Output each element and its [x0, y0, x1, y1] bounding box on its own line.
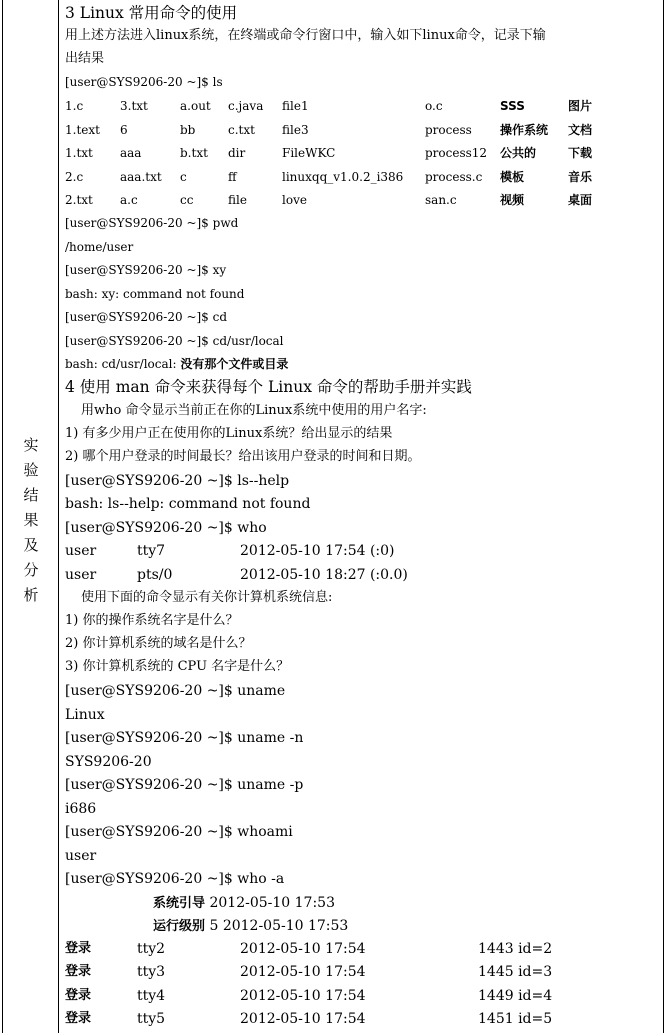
who-intro: 用who 命令显示当前正在你的Linux系统中使用的用户名字:	[81, 403, 427, 418]
ls-entry: dir	[228, 146, 246, 160]
who-entry: 2012-05-10 18:27 (:0.0)	[240, 567, 408, 583]
output-uname: Linux	[65, 707, 105, 723]
ls-entry: 公共的	[500, 146, 537, 160]
output-help: bash: ls--help: command not found	[65, 496, 311, 512]
ls-entry: FileWKC	[282, 146, 336, 160]
ls-entry: aaa.txt	[120, 170, 162, 184]
login-entry: 2012-05-10 17:54	[240, 988, 366, 1004]
ls-entry: 模板	[500, 170, 525, 184]
prompt-cd: [user@SYS9206-20 ~]$ cd	[65, 310, 228, 324]
ls-entry: 文档	[568, 123, 593, 137]
sys-intro: 使用下面的命令显示有关你计算机系统信息:	[81, 590, 333, 605]
side-char: 实	[23, 436, 39, 454]
ls-entry: 1.c	[65, 99, 84, 113]
runlevel-line	[153, 916, 348, 937]
login-entry: tty5	[137, 1011, 166, 1027]
section3-intro: 出结果	[65, 51, 105, 66]
section4-heading: 4 使用 man 命令来获得每个 Linux 命令的帮助手册并实践	[65, 378, 472, 396]
who-entry: 2012-05-10 17:54 (:0)	[240, 543, 395, 559]
ls-entry: 2.c	[65, 170, 84, 184]
boot-label: 系统引导	[153, 896, 206, 911]
side-char: 分	[23, 561, 39, 579]
section3-heading: 3 Linux 常用命令的使用	[65, 4, 238, 22]
prompt-whoami: [user@SYS9206-20 ~]$ whoami	[65, 824, 293, 840]
ls-entry: ff	[228, 170, 237, 184]
ls-entry: 6	[120, 123, 128, 137]
ls-entry: 1.text	[65, 123, 100, 137]
side-char: 果	[23, 511, 39, 529]
login-entry: 1443 id=2	[478, 941, 553, 957]
output-uname-p: i686	[65, 801, 97, 817]
output-cd2	[65, 354, 288, 374]
prompt-who-a: [user@SYS9206-20 ~]$ who -a	[65, 871, 285, 887]
prompt-uname: [user@SYS9206-20 ~]$ uname	[65, 683, 286, 699]
output-cd2-message: 没有那个文件或目录	[180, 357, 289, 371]
output-uname-n: SYS9206-20	[65, 754, 152, 770]
prompt-cd2: [user@SYS9206-20 ~]$ cd/usr/local	[65, 334, 284, 348]
sys-question-3: 3) 你计算机系统的 CPU 名字是什么？	[65, 659, 290, 674]
login-entry: 1451 id=5	[478, 1011, 553, 1027]
who-entry: pts/0	[137, 567, 173, 583]
side-char: 验	[23, 461, 39, 479]
login-entry: 登录	[65, 988, 92, 1003]
prompt-who: [user@SYS9206-20 ~]$ who	[65, 520, 267, 536]
login-entry: 1445 id=3	[478, 964, 553, 980]
ls-entry: 3.txt	[120, 99, 148, 113]
ls-entry: file1	[282, 99, 309, 113]
ls-entry: b.txt	[180, 146, 208, 160]
ls-entry: 1.txt	[65, 146, 93, 160]
boot-time: 2012-05-10 17:53	[209, 895, 335, 911]
login-entry: 1449 id=4	[478, 988, 553, 1004]
ls-entry: cc	[180, 193, 194, 207]
ls-entry: 操作系统	[500, 123, 549, 137]
ls-entry: file	[228, 193, 247, 207]
prompt-pwd: [user@SYS9206-20 ~]$ pwd	[65, 216, 239, 230]
ls-entry: o.c	[425, 99, 443, 113]
sys-question-1: 1) 你的操作系统名字是什么？	[65, 613, 239, 628]
output-cd2-prefix: bash: cd/usr/local:	[65, 357, 181, 371]
ls-entry: 视频	[500, 193, 525, 207]
boot-line	[153, 893, 335, 914]
prompt-xy: [user@SYS9206-20 ~]$ xy	[65, 263, 227, 277]
ls-entry: aaa	[120, 146, 142, 160]
ls-entry: bb	[180, 123, 196, 137]
login-entry: 登录	[65, 941, 92, 956]
prompt-help: [user@SYS9206-20 ~]$ ls--help	[65, 473, 290, 489]
side-char: 结	[23, 486, 39, 504]
column-divider	[58, 0, 59, 1033]
login-entry: 登录	[65, 964, 92, 979]
ls-entry: san.c	[425, 193, 457, 207]
prompt-uname-n: [user@SYS9206-20 ~]$ uname -n	[65, 730, 304, 746]
ls-entry: a.out	[180, 99, 211, 113]
ls-entry: process	[425, 123, 472, 137]
who-entry: user	[65, 543, 97, 559]
side-char: 析	[23, 586, 39, 604]
side-char: 及	[23, 536, 39, 554]
ls-entry: 2.txt	[65, 193, 93, 207]
output-whoami: user	[65, 848, 97, 864]
prompt-uname-p: [user@SYS9206-20 ~]$ uname -p	[65, 777, 304, 793]
login-entry: 2012-05-10 17:54	[240, 1011, 366, 1027]
ls-entry: 桌面	[568, 193, 593, 207]
runlevel-label: 运行级别	[153, 919, 206, 934]
ls-entry: c.txt	[228, 123, 255, 137]
prompt-ls: [user@SYS9206-20 ~]$ ls	[65, 75, 223, 89]
ls-entry: c.java	[228, 99, 264, 113]
ls-entry: 音乐	[568, 170, 593, 184]
sys-question-2: 2) 你计算机系统的域名是什么？	[65, 636, 252, 651]
output-xy: bash: xy: command not found	[65, 287, 245, 301]
who-entry: tty7	[137, 543, 166, 559]
question-2: 2) 哪个用户登录的时间最长？给出该用户登录的时间和日期。	[65, 449, 421, 464]
ls-entry: process12	[425, 146, 488, 160]
side-label	[20, 433, 42, 608]
ls-entry: love	[282, 193, 307, 207]
ls-entry: c	[180, 170, 187, 184]
ls-entry: linuxqq_v1.0.2_i386	[282, 170, 404, 184]
output-pwd: /home/user	[65, 240, 134, 254]
ls-entry: SSS	[500, 99, 525, 113]
ls-entry: process.c	[425, 170, 483, 184]
ls-entry: file3	[282, 123, 309, 137]
ls-entry: 图片	[568, 99, 593, 113]
login-entry: 登录	[65, 1011, 92, 1026]
login-entry: 2012-05-10 17:54	[240, 964, 366, 980]
who-entry: user	[65, 567, 97, 583]
ls-entry: a.c	[120, 193, 138, 207]
login-entry: tty4	[137, 988, 166, 1004]
runlevel-value: 5 2012-05-10 17:53	[209, 918, 349, 934]
login-entry: 2012-05-10 17:54	[240, 941, 366, 957]
section3-intro: 用上述方法进入linux系统，在终端或命令行窗口中，输入如下linux命令，记录下输	[65, 28, 546, 43]
question-1: 1) 有多少用户正在使用你的Linux系统？给出显示的结果	[65, 426, 393, 441]
ls-entry: 下载	[568, 146, 593, 160]
login-entry: tty2	[137, 941, 166, 957]
login-entry: tty3	[137, 964, 166, 980]
